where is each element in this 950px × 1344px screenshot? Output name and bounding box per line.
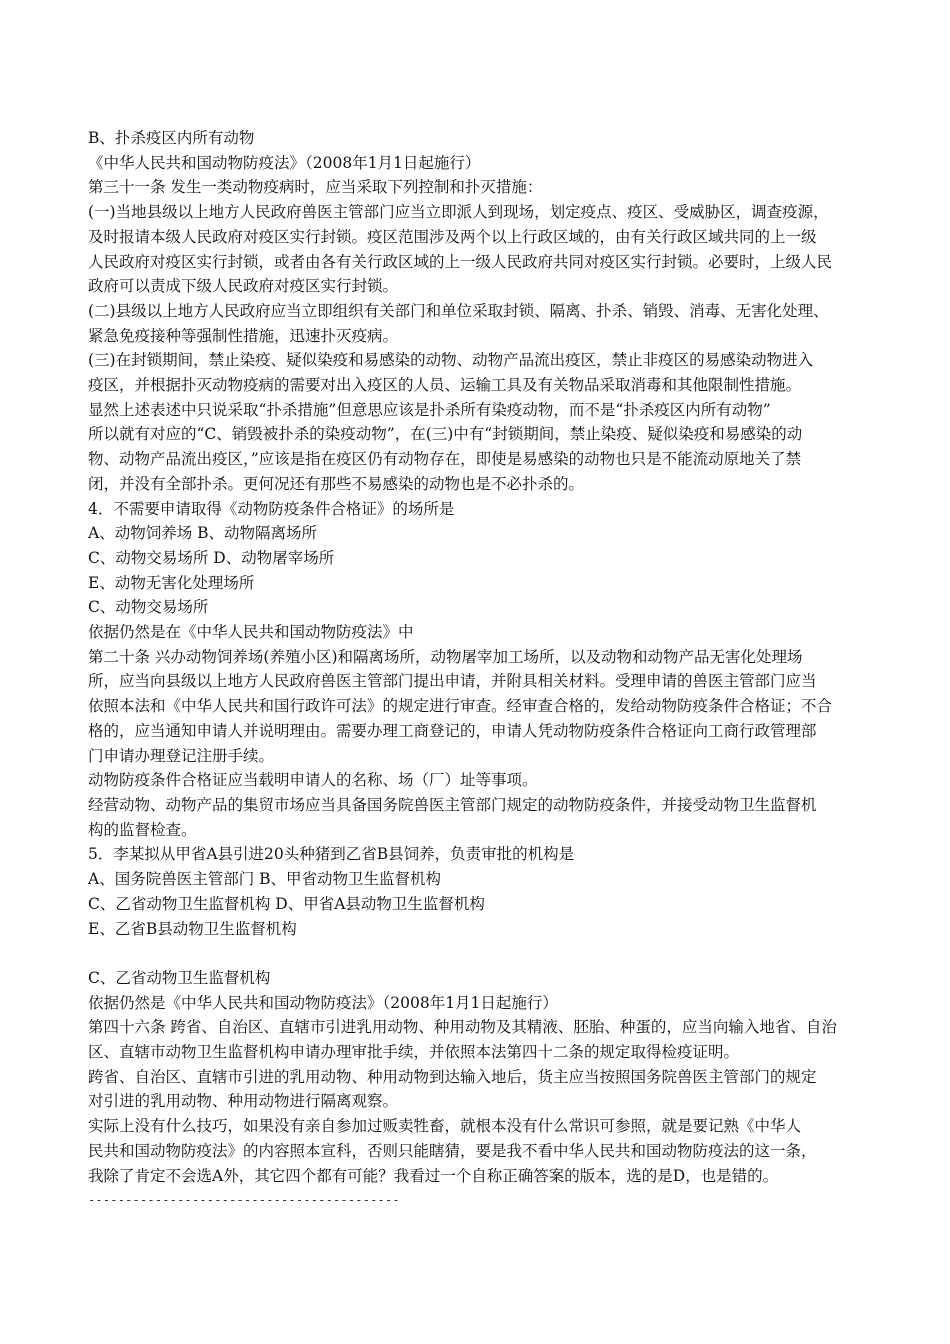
text-line: 第四十六条 跨省、自治区、直辖市引进乳用动物、种用动物及其精液、胚胎、种蛋的，应当向输入地省、自治 bbox=[88, 1018, 837, 1037]
text-line: 显然上述表述中只说采取“扑杀措施”但意思应该是扑杀所有染疫动物，而不是“扑杀疫区内所有动物” bbox=[88, 400, 771, 419]
text-line: C、动物交易场所 D、动物屠宰场所 bbox=[88, 548, 335, 567]
text-line: 闭，并没有全部扑杀。更何况还有那些不易感染的动物也是不必扑杀的。 bbox=[88, 474, 585, 493]
blank-line bbox=[88, 941, 870, 966]
text-line: C、乙省动物卫生监督机构 D、甲省A县动物卫生监督机构 bbox=[88, 894, 485, 913]
text-line: 政府可以责成下级人民政府对疫区实行封锁。 bbox=[88, 277, 399, 296]
text-line: 物、动物产品流出疫区，”应该是指在疫区仍有动物存在，即使是易感染的动物也只是不能流动原地关了禁 bbox=[88, 450, 802, 469]
text-line: C、动物交易场所 bbox=[88, 598, 209, 617]
text-line: 区、直辖市动物卫生监督机构申请办理审批手续，并依照本法第四十二条的规定取得检疫证明。 bbox=[88, 1043, 740, 1061]
text-line: C、乙省动物卫生监督机构 bbox=[88, 968, 271, 987]
text-line: 依照本法和《中华人民共和国行政许可法》的规定进行审查。经审查合格的，发给动物防疫条件合格证；不合 bbox=[88, 697, 833, 716]
text-line: 依据仍然是在《中华人民共和国动物防疫法》中 bbox=[88, 623, 414, 642]
text-line: B、扑杀疫区内所有动物 bbox=[88, 129, 255, 147]
text-line: 紧急免疫接种等强制性措施，迅速扑灭疫病。 bbox=[88, 326, 399, 345]
text-line: 第二十条 兴办动物饲养场(养殖小区)和隔离场所，动物屠宰加工场所，以及动物和动物产品无害化处理场 bbox=[88, 647, 803, 666]
text-line: 5．李某拟从甲省A县引进20头种猪到乙省B县饲养，负责审批的机构是 bbox=[88, 845, 575, 864]
text-line: E、动物无害化处理场所 bbox=[88, 573, 255, 592]
text-line: 动物防疫条件合格证应当载明申请人的名称、场（厂）址等事项。 bbox=[88, 771, 538, 790]
text-line: A、动物饲养场 B、动物隔离场所 bbox=[88, 524, 318, 543]
divider-line: ------------------------------------------ bbox=[88, 1193, 400, 1208]
text-line: 跨省、自治区、直辖市引进的乳用动物、种用动物到达输入地后，货主应当按照国务院兽医主管部门的规定 bbox=[88, 1067, 817, 1086]
text-line: 人民政府对疫区实行封锁，或者由各有关行政区域的上一级人民政府共同对疫区实行封锁。必要时，上级人民 bbox=[88, 252, 833, 271]
text-line: (三)在封锁期间，禁止染疫、疑似染疫和易感染的动物、动物产品流出疫区，禁止非疫区的易感染动物进入 bbox=[88, 351, 814, 370]
text-line: 经营动物、动物产品的集贸市场应当具备国务院兽医主管部门规定的动物防疫条件，并接受动物卫生监督机 bbox=[88, 795, 817, 814]
text-line: 第三十一条 发生一类动物疫病时，应当采取下列控制和扑灭措施： bbox=[88, 178, 543, 197]
text-line: 我除了肯定不会选A外，其它四个都有可能？我看过一个自称正确答案的版本，选的是D，也是错的。 bbox=[88, 1166, 779, 1185]
text-line: (二)县级以上地方人民政府应当立即组织有关部门和单位采取封锁、隔离、扑杀、销毁、消毒、无害化处理、 bbox=[88, 301, 829, 320]
text-line: 《中华人民共和国动物防疫法》（2008年1月1日起施行） bbox=[88, 153, 481, 172]
text-line: 及时报请本级人民政府对疫区实行封锁。疫区范围涉及两个以上行政区域的，由有关行政区域共同的上一级 bbox=[88, 227, 817, 246]
text-line: E、乙省B县动物卫生监督机构 bbox=[88, 919, 297, 938]
text-line: 依据仍然是《中华人民共和国动物防疫法》（2008年1月1日起施行） bbox=[88, 993, 558, 1012]
text-line: 实际上没有什么技巧，如果没有亲自参加过贩卖牲畜，就根本没有什么常识可参照，就是要记熟《中华人 bbox=[88, 1117, 802, 1136]
text-line: 4．不需要申请取得《动物防疫条件合格证》的场所是 bbox=[88, 499, 455, 518]
text-line: 民共和国动物防疫法》的内容照本宣科，否则只能瞎猜，要是我不看中华人民共和国动物防疫法的这一条， bbox=[88, 1141, 817, 1160]
text-line: 构的监督检查。 bbox=[88, 820, 197, 839]
text-line: 格的，应当通知申请人并说明理由。需要办理工商登记的，申请人凭动物防疫条件合格证向工商行政管理部 bbox=[88, 721, 817, 740]
text-line: A、国务院兽医主管部门 B、甲省动物卫生监督机构 bbox=[88, 870, 442, 889]
text-line: 所以就有对应的“C、销毁被扑杀的染疫动物”，在(三)中有“封锁期间，禁止染疫、疑似染疫和易感染的动 bbox=[88, 425, 803, 444]
text-line: 对引进的乳用动物、种用动物进行隔离观察。 bbox=[88, 1092, 399, 1111]
text-line: 疫区，并根据扑灭动物疫病的需要对出入疫区的人员、运输工具及有关物品采取消毒和其他限制性措施。 bbox=[88, 376, 802, 395]
text-line: 所，应当向县级以上地方人民政府兽医主管部门提出申请，并附具相关材料。受理申请的兽医主管部门应当 bbox=[88, 672, 817, 691]
document-body bbox=[88, 126, 870, 1213]
text-line: (一)当地县级以上地方人民政府兽医主管部门应当立即派人到现场，划定疫点、疫区、受威胁区，调查疫源， bbox=[88, 203, 829, 222]
text-line: 门申请办理登记注册手续。 bbox=[88, 746, 275, 765]
